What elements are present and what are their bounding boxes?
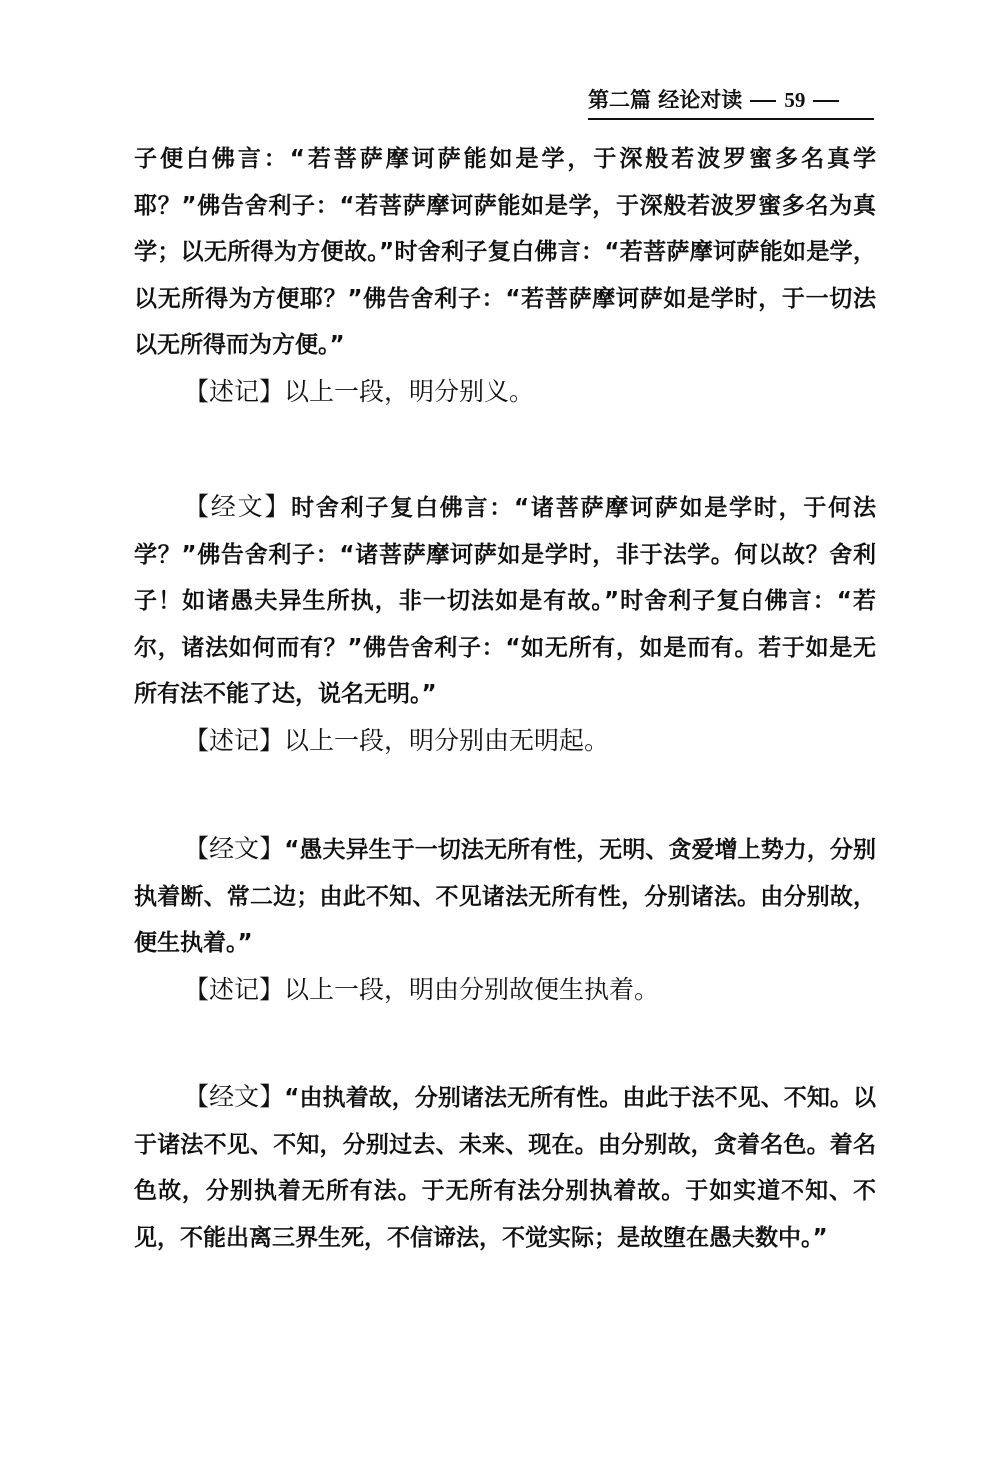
section-2: [134, 484, 876, 764]
jingwen-paragraph: [134, 826, 876, 967]
section-4: [134, 1074, 876, 1261]
shuji-paragraph: 【述记】以上一段，明分别义。: [184, 376, 535, 406]
jingwen-paragraph: [134, 136, 876, 369]
section-3: [134, 826, 876, 1013]
section-1: [134, 136, 876, 415]
jingwen-label: 【经文】: [184, 492, 292, 521]
page-number: 59: [784, 88, 806, 112]
jingwen-paragraph: [134, 484, 876, 718]
dash-right: [813, 100, 839, 102]
shuji-paragraph: 【述记】以上一段，明分别由无明起。: [184, 725, 610, 755]
shuji-paragraph: 【述记】以上一段，明由分别故便生执着。: [184, 974, 660, 1004]
header-rule: [588, 118, 874, 120]
jingwen-label: 【经文】: [184, 834, 285, 863]
dash-left: [750, 100, 776, 102]
running-header-title: 第二篇 经论对读: [588, 88, 743, 112]
jingwen-paragraph: [134, 1074, 876, 1261]
jingwen-text: “愚夫异生于一切法无所有性，无明、贪爱增上势力，分别执着断、常二边；由此不知、不见诸法无所有性，分别诸法。由分别故，便生执着。”: [134, 837, 876, 956]
jingwen-text: 子便白佛言：“若菩萨摩诃萨能如是学，于深般若波罗蜜多名真学耶？”佛告舍利子：“若菩萨摩诃萨能如是学，于深般若波罗蜜多名为真学；以无所得为方便故。”时舍利子复白佛言：“若菩萨摩诃萨能如是学，以无所得为方便耶？”佛告舍利子：“若菩萨摩诃萨如是学时，于一切法以无所得而为方便。”: [134, 146, 876, 358]
jingwen-text: 时舍利子复白佛言：“诸菩萨摩诃萨如是学时，于何法学？”佛告舍利子：“诸菩萨摩诃萨如是学时，非于法学。何以故？舍利子！如诸愚夫异生所执，非一切法如是有故。”时舍利子复白佛言：“若尔，诸法如何而有？”佛告舍利子：“如无所有，如是而有。若于如是无所有法不能了达，说名无明。”: [134, 495, 876, 707]
jingwen-label: 【经文】: [184, 1082, 285, 1111]
jingwen-text: “由执着故，分别诸法无所有性。由此于法不见、不知。以于诸法不见、不知，分别过去、未来、现在。由分别故，贪着名色。着名色故，分别执着无所有法。于无所有法分别执着故。于如实道不知、不见，不能出离三界生死，不信谛法，不觉实际；是故堕在愚夫数中。”: [134, 1085, 876, 1251]
